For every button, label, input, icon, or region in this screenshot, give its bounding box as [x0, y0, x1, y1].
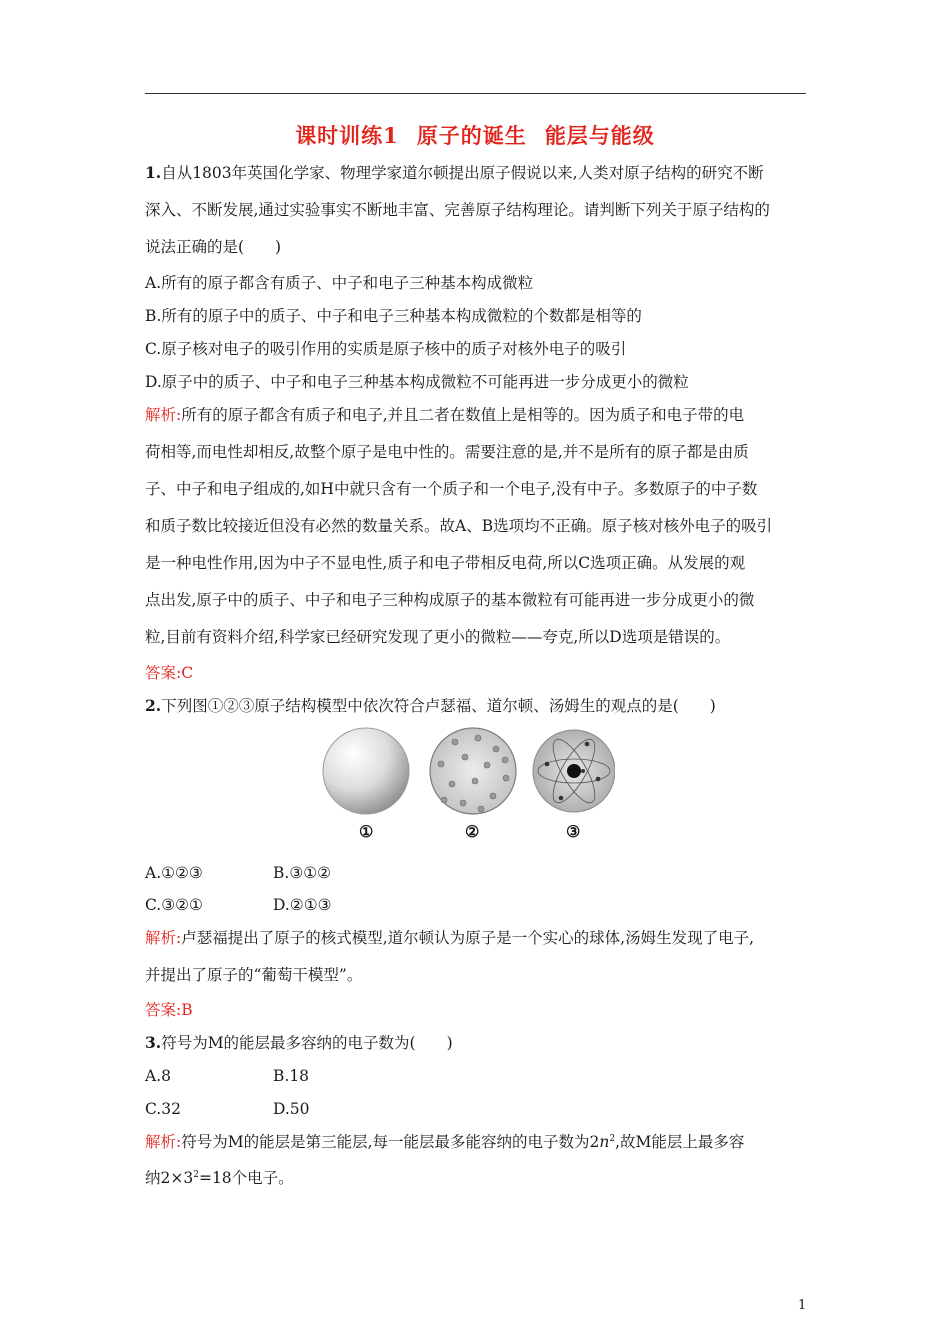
q3-option-b: B.18 — [273, 1067, 310, 1085]
q1-analysis-line5: 是一种电性作用,因为中子不显电性,质子和电子带相反电荷,所以C选项正确。从发展的观 — [145, 554, 746, 572]
title-part3: 能层与能级 — [544, 123, 655, 148]
q1-analysis-line1: 解析:所有的原子都含有质子和电子,并且二者在数值上是相等的。因为质子和电子带的电 — [145, 406, 745, 424]
figure-label-2: ② — [465, 822, 480, 841]
page-title — [0, 120, 950, 150]
q1-number: 1. — [145, 163, 162, 182]
q2-option-a: A.①②③ — [145, 864, 203, 882]
q3-option-c: C.32 — [145, 1100, 181, 1118]
q3-analysis-line1: 解析:符号为M的能层是第三能层,每一能层最多能容纳的电子数为$2n^2$,故M能层上最多容 — [145, 1133, 745, 1151]
atom-models-svg — [315, 724, 615, 819]
q3-option-d: D.50 — [273, 1100, 310, 1118]
q2-options-row1 — [145, 863, 332, 883]
q2-analysis-label: 解析: — [145, 929, 182, 947]
q2-analysis-line1: 解析:卢瑟福提出了原子的核式模型,道尔顿认为原子是一个实心的球体,汤姆生发现了电子, — [145, 929, 755, 947]
q1-analysis-line7: 粒,目前有资料介绍,科学家已经研究发现了更小的微粒——夸克,所以D选项是错误的。 — [145, 628, 731, 646]
plum-pudding-model — [430, 728, 516, 814]
title-part1: 课时训练1 — [295, 123, 399, 148]
q3-stem: 3.符号为M的能层最多容纳的电子数为( ) — [145, 1033, 453, 1052]
q1-analysis-label: 解析: — [145, 406, 182, 424]
solid-sphere-model — [323, 728, 409, 814]
title-part2: 原子的诞生 — [416, 123, 527, 148]
q3-options-row1 — [145, 1066, 310, 1086]
q1-analysis-line4: 和质子数比较接近但没有必然的数量关系。故A、B选项均不正确。原子核对核外电子的吸引 — [145, 517, 773, 535]
q1-analysis-line2: 荷相等,而电性却相反,故整个原子是电中性的。需要注意的是,并不是所有的原子都是由质 — [145, 443, 749, 461]
q1-analysis-line3: 子、中子和电子组成的,如H中就只含有一个质子和一个电子,没有中子。多数原子的中子数 — [145, 480, 758, 498]
q1-analysis-line6: 点出发,原子中的质子、中子和电子三种构成原子的基本微粒有可能再进一步分成更小的微 — [145, 591, 755, 609]
figure-label-3: ③ — [566, 822, 581, 841]
atom-models-figure — [315, 724, 615, 844]
q1-stem-line3: 说法正确的是( ) — [145, 238, 282, 256]
nuclear-model — [533, 730, 615, 812]
q2-options-row2 — [145, 895, 332, 915]
page-number: 1 — [798, 1298, 807, 1313]
header-rule — [145, 93, 806, 94]
q1-option-d: D.原子中的质子、中子和电子三种基本构成微粒不可能再进一步分成更小的微粒 — [145, 373, 689, 391]
q3-analysis-line2: 纳$2\times 3^2=18$个电子。 — [145, 1169, 294, 1187]
q2-option-b: B.③①② — [273, 864, 332, 882]
q2-option-d: D.②①③ — [273, 896, 332, 914]
q2-option-c: C.③②① — [145, 896, 203, 914]
q1-answer: 答案:C — [145, 664, 194, 682]
q2-answer: 答案:B — [145, 1001, 193, 1019]
q1-option-b: B.所有的原子中的质子、中子和电子三种基本构成微粒的个数都是相等的 — [145, 307, 642, 325]
q2-number: 2. — [145, 696, 162, 715]
q2-stem: 2.下列图①②③原子结构模型中依次符合卢瑟福、道尔顿、汤姆生的观点的是( ) — [145, 696, 716, 715]
figure-label-1: ① — [359, 822, 374, 841]
q3-analysis-label: 解析: — [145, 1133, 182, 1151]
q2-analysis-line2: 并提出了原子的“葡萄干模型”。 — [145, 966, 363, 984]
q1-option-c: C.原子核对电子的吸引作用的实质是原子核中的质子对核外电子的吸引 — [145, 340, 627, 358]
q3-options-row2 — [145, 1099, 310, 1119]
q3-number: 3. — [145, 1033, 162, 1052]
q1-stem-line2: 深入、不断发展,通过实验事实不断地丰富、完善原子结构理论。请判断下列关于原子结构的 — [145, 201, 770, 219]
q1-stem-line1: 1.自从1803年英国化学家、物理学家道尔顿提出原子假说以来,人类对原子结构的研究不断 — [145, 163, 764, 182]
q3-option-a: A.8 — [145, 1067, 171, 1085]
q1-option-a: A.所有的原子都含有质子、中子和电子三种基本构成微粒 — [145, 274, 534, 292]
